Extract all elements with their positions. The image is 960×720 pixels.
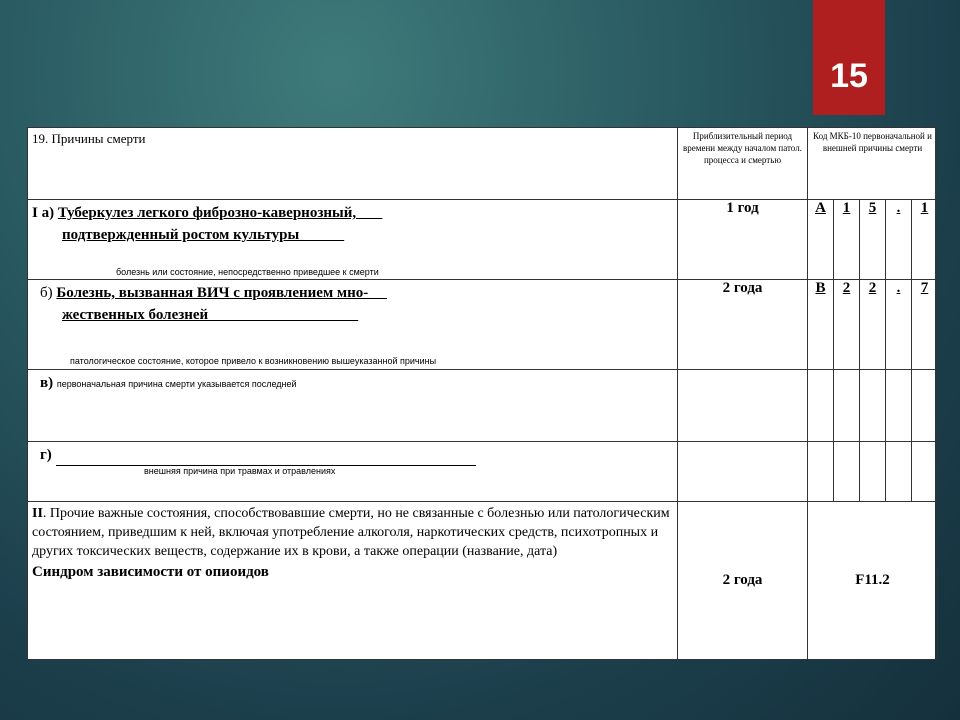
- cause-a-prefix: I а): [32, 205, 58, 221]
- cause-c-time: [678, 370, 808, 442]
- cause-a-line1: Туберкулез легкого фиброзно-кавернозный,: [57, 205, 383, 221]
- other-code: F11.2: [808, 502, 938, 660]
- cause-c-code-2: [834, 370, 860, 442]
- cause-d-code-1: [808, 442, 834, 502]
- cause-row-a: [28, 200, 938, 280]
- cause-row-d: [28, 442, 938, 502]
- cause-a-code-5: 1: [912, 200, 938, 280]
- cause-b-code-2: 2: [834, 280, 860, 370]
- cause-b-prefix: б): [40, 285, 57, 301]
- cause-b-line1: Болезнь, вызванная ВИЧ с проявлением мно-: [56, 285, 388, 301]
- cause-d-time: [678, 442, 808, 502]
- header-row: [28, 128, 938, 200]
- cause-d-note: внешняя причина при травмах и отравлениях: [144, 466, 336, 476]
- code-column-header: Код МКБ-10 первоначальной и внешней причины смерти: [808, 128, 938, 200]
- cause-c-code-1: [808, 370, 834, 442]
- cause-a-code-2: 1: [834, 200, 860, 280]
- cause-b-code-5: 7: [912, 280, 938, 370]
- other-time: 2 года: [678, 502, 808, 660]
- cause-d-blank-line: [56, 451, 476, 466]
- cause-b-time: 2 года: [678, 280, 808, 370]
- cause-d-cell: [28, 442, 678, 502]
- cause-c-prefix: в): [40, 375, 57, 391]
- section-title: 19. Причины смерти: [28, 128, 678, 200]
- cause-b-code-3: 2: [860, 280, 886, 370]
- cause-b-line2: жественных болезней: [62, 307, 359, 323]
- cause-c-code-4: [886, 370, 912, 442]
- cause-a-code-1: A: [808, 200, 834, 280]
- cause-c-code-3: [860, 370, 886, 442]
- slide-number-badge: [813, 0, 885, 115]
- slide-number: 15: [830, 57, 868, 95]
- cause-d-code-2: [834, 442, 860, 502]
- cause-d-code-3: [860, 442, 886, 502]
- other-description: . Прочие важные состояния, способствовавшие смерти, но не связанные с болезнью или патологическим состоянием, приведшим к ней, включая употребление алкоголя, наркотических средств, психотропных и других токсических веществ, содержание их в крови, а также операции (название, дата): [32, 506, 670, 559]
- cause-d-code-5: [912, 442, 938, 502]
- cause-a-code-3: 5: [860, 200, 886, 280]
- other-roman-numeral: II: [32, 506, 43, 521]
- cause-c-code-5: [912, 370, 938, 442]
- death-certificate-form: [27, 127, 935, 660]
- cause-b-code-1: B: [808, 280, 834, 370]
- cause-d-code-4: [886, 442, 912, 502]
- cause-row-b: [28, 280, 938, 370]
- causes-of-death-table: [27, 127, 938, 660]
- cause-a-note: болезнь или состояние, непосредственно приведшее к смерти: [116, 267, 379, 277]
- other-conditions-cell: [28, 502, 678, 660]
- cause-a-code-4: .: [886, 200, 912, 280]
- cause-b-note: патологическое состояние, которое привело к возникновению вышеуказанной причины: [70, 356, 437, 366]
- cause-b-cell: [28, 280, 678, 370]
- cause-d-prefix: г): [40, 447, 56, 463]
- cause-a-cell: [28, 200, 678, 280]
- cause-a-line2: подтвержденный ростом культуры: [62, 227, 345, 243]
- cause-c-note: первоначальная причина смерти указывается последней: [56, 379, 297, 389]
- cause-a-time: 1 год: [678, 200, 808, 280]
- other-diagnosis: Синдром зависимости от опиоидов: [32, 564, 269, 580]
- cause-row-c: [28, 370, 938, 442]
- cause-c-cell: [28, 370, 678, 442]
- cause-b-code-4: .: [886, 280, 912, 370]
- time-column-header: Приблизительный период времени между началом патол. процесса и смертью: [678, 128, 808, 200]
- other-conditions-row: [28, 502, 938, 660]
